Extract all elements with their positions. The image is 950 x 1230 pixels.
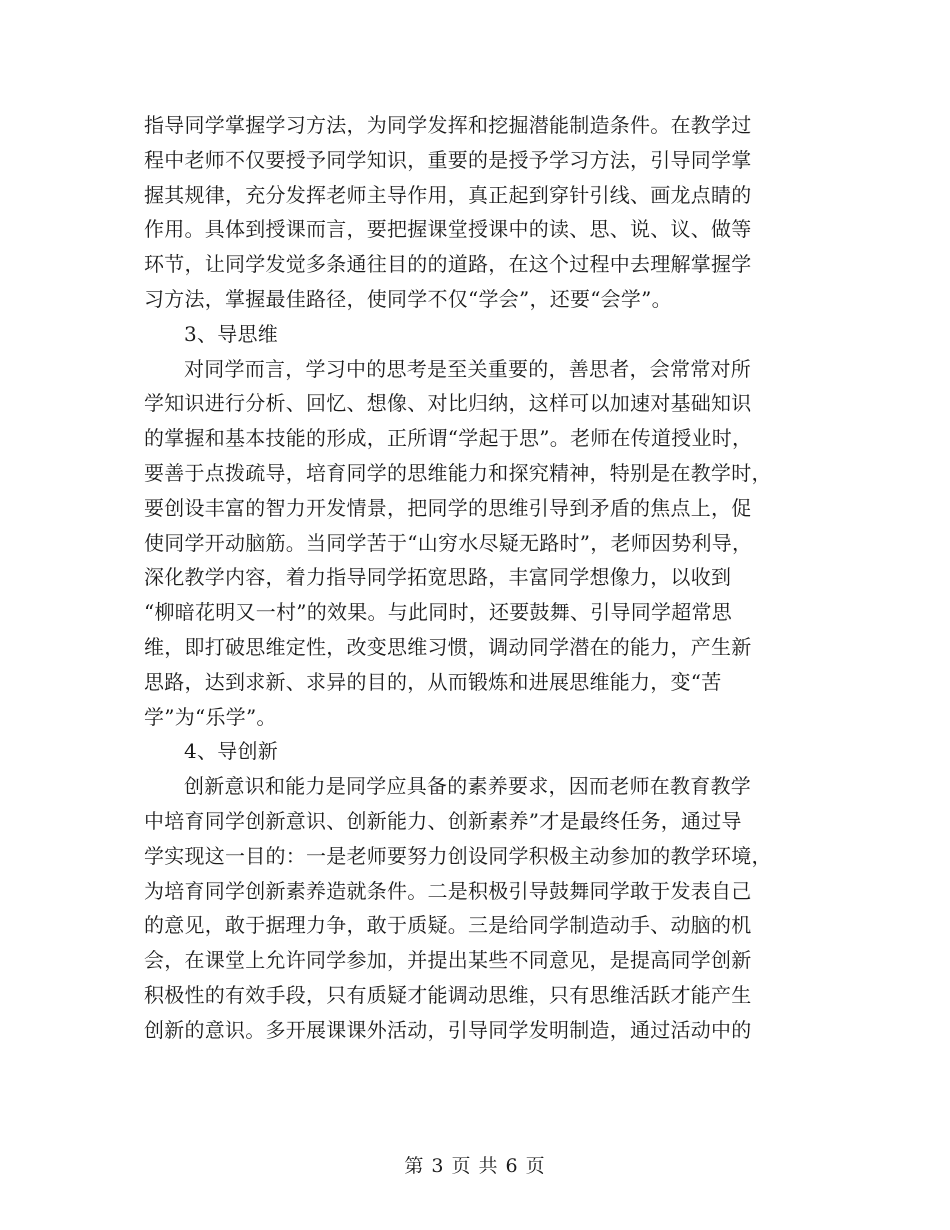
paragraph-line: 积极性的有效手段，只有质疑才能调动思维，只有思维活跃才能产生	[144, 982, 752, 1007]
section-heading: 3、导思维	[184, 321, 278, 346]
paragraph-line: 中培育同学创新意识、创新能力、创新素养”才是最终任务，通过导	[144, 808, 742, 833]
section-heading: 4、导创新	[184, 739, 278, 764]
paragraph-line: 指导同学掌握学习方法，为同学发挥和挖掘潜能制造条件。在教学过	[144, 113, 752, 137]
paragraph-line: 握其规律，充分发挥老师主导作用，真正起到穿针引线、画龙点睛的	[144, 182, 752, 207]
paragraph-line: 学”为“乐学”。	[144, 704, 277, 729]
paragraph-line: 程中老师不仅要授予同学知识，重要的是授予学习方法，引导同学掌	[144, 147, 752, 172]
paragraph-line: 环节，让同学发觉多条通往目的的道路，在这个过程中去理解掌握学	[144, 252, 752, 277]
paragraph-line: 对同学而言，学习中的思考是至关重要的，善思者，会常常对所	[184, 356, 751, 381]
paragraph-line: 要创设丰富的智力开发情景，把同学的思维引导到矛盾的焦点上，促	[144, 495, 752, 520]
paragraph-line: 思路，达到求新、求异的目的，从而锻炼和进展思维能力，变“苦	[144, 669, 722, 694]
paragraph-line: 作用。具体到授课而言，要把握课堂授课中的读、思、说、议、做等	[144, 217, 752, 242]
page-number: 第 3 页 共 6 页	[404, 1155, 546, 1177]
paragraph-line: 创新意识和能力是同学应具备的素养要求，因而老师在教育教学	[184, 774, 751, 799]
paragraph-line: 学知识进行分析、回忆、想像、对比归纳，这样可以加速对基础知识	[144, 391, 752, 416]
paragraph-line: 的掌握和基本技能的形成，正所谓“学起于思”。老师在传道授业时，	[144, 426, 753, 451]
body-text	[144, 108, 804, 1048]
paragraph-line: 创新的意识。多开展课课外活动，引导同学发明制造，通过活动中的	[144, 1017, 752, 1042]
paragraph-line: 会，在课堂上允许同学参加，并提出某些不同意见，是提高同学创新	[144, 948, 752, 973]
paragraph-line: 使同学开动脑筋。当同学苦于“山穷水尽疑无路时”，老师因势利导，	[144, 530, 753, 555]
paragraph-line: 为培育同学创新素养造就条件。二是积极引导鼓舞同学敢于发表自己	[144, 878, 752, 903]
paragraph-line: “柳暗花明又一村”的效果。与此同时，还要鼓舞、引导同学超常思	[144, 600, 732, 625]
paragraph-line: 深化教学内容，着力指导同学拓宽思路，丰富同学想像力，以收到	[144, 565, 732, 590]
paragraph-line: 要善于点拨疏导，培育同学的思维能力和探究精神，特别是在教学时，	[144, 460, 772, 485]
paragraph-line: 习方法，掌握最佳路径，使同学不仅“学会”，还要“会学”。	[144, 286, 672, 311]
paragraph-line: 的意见，敢于据理力争，敢于质疑。三是给同学制造动手、动脑的机	[144, 913, 752, 938]
paragraph-line: 学实现这一目的：一是老师要努力创设同学积极主动参加的教学环境，	[144, 843, 772, 868]
paragraph-line: 维，即打破思维定性，改变思维习惯，调动同学潜在的能力，产生新	[144, 634, 752, 659]
